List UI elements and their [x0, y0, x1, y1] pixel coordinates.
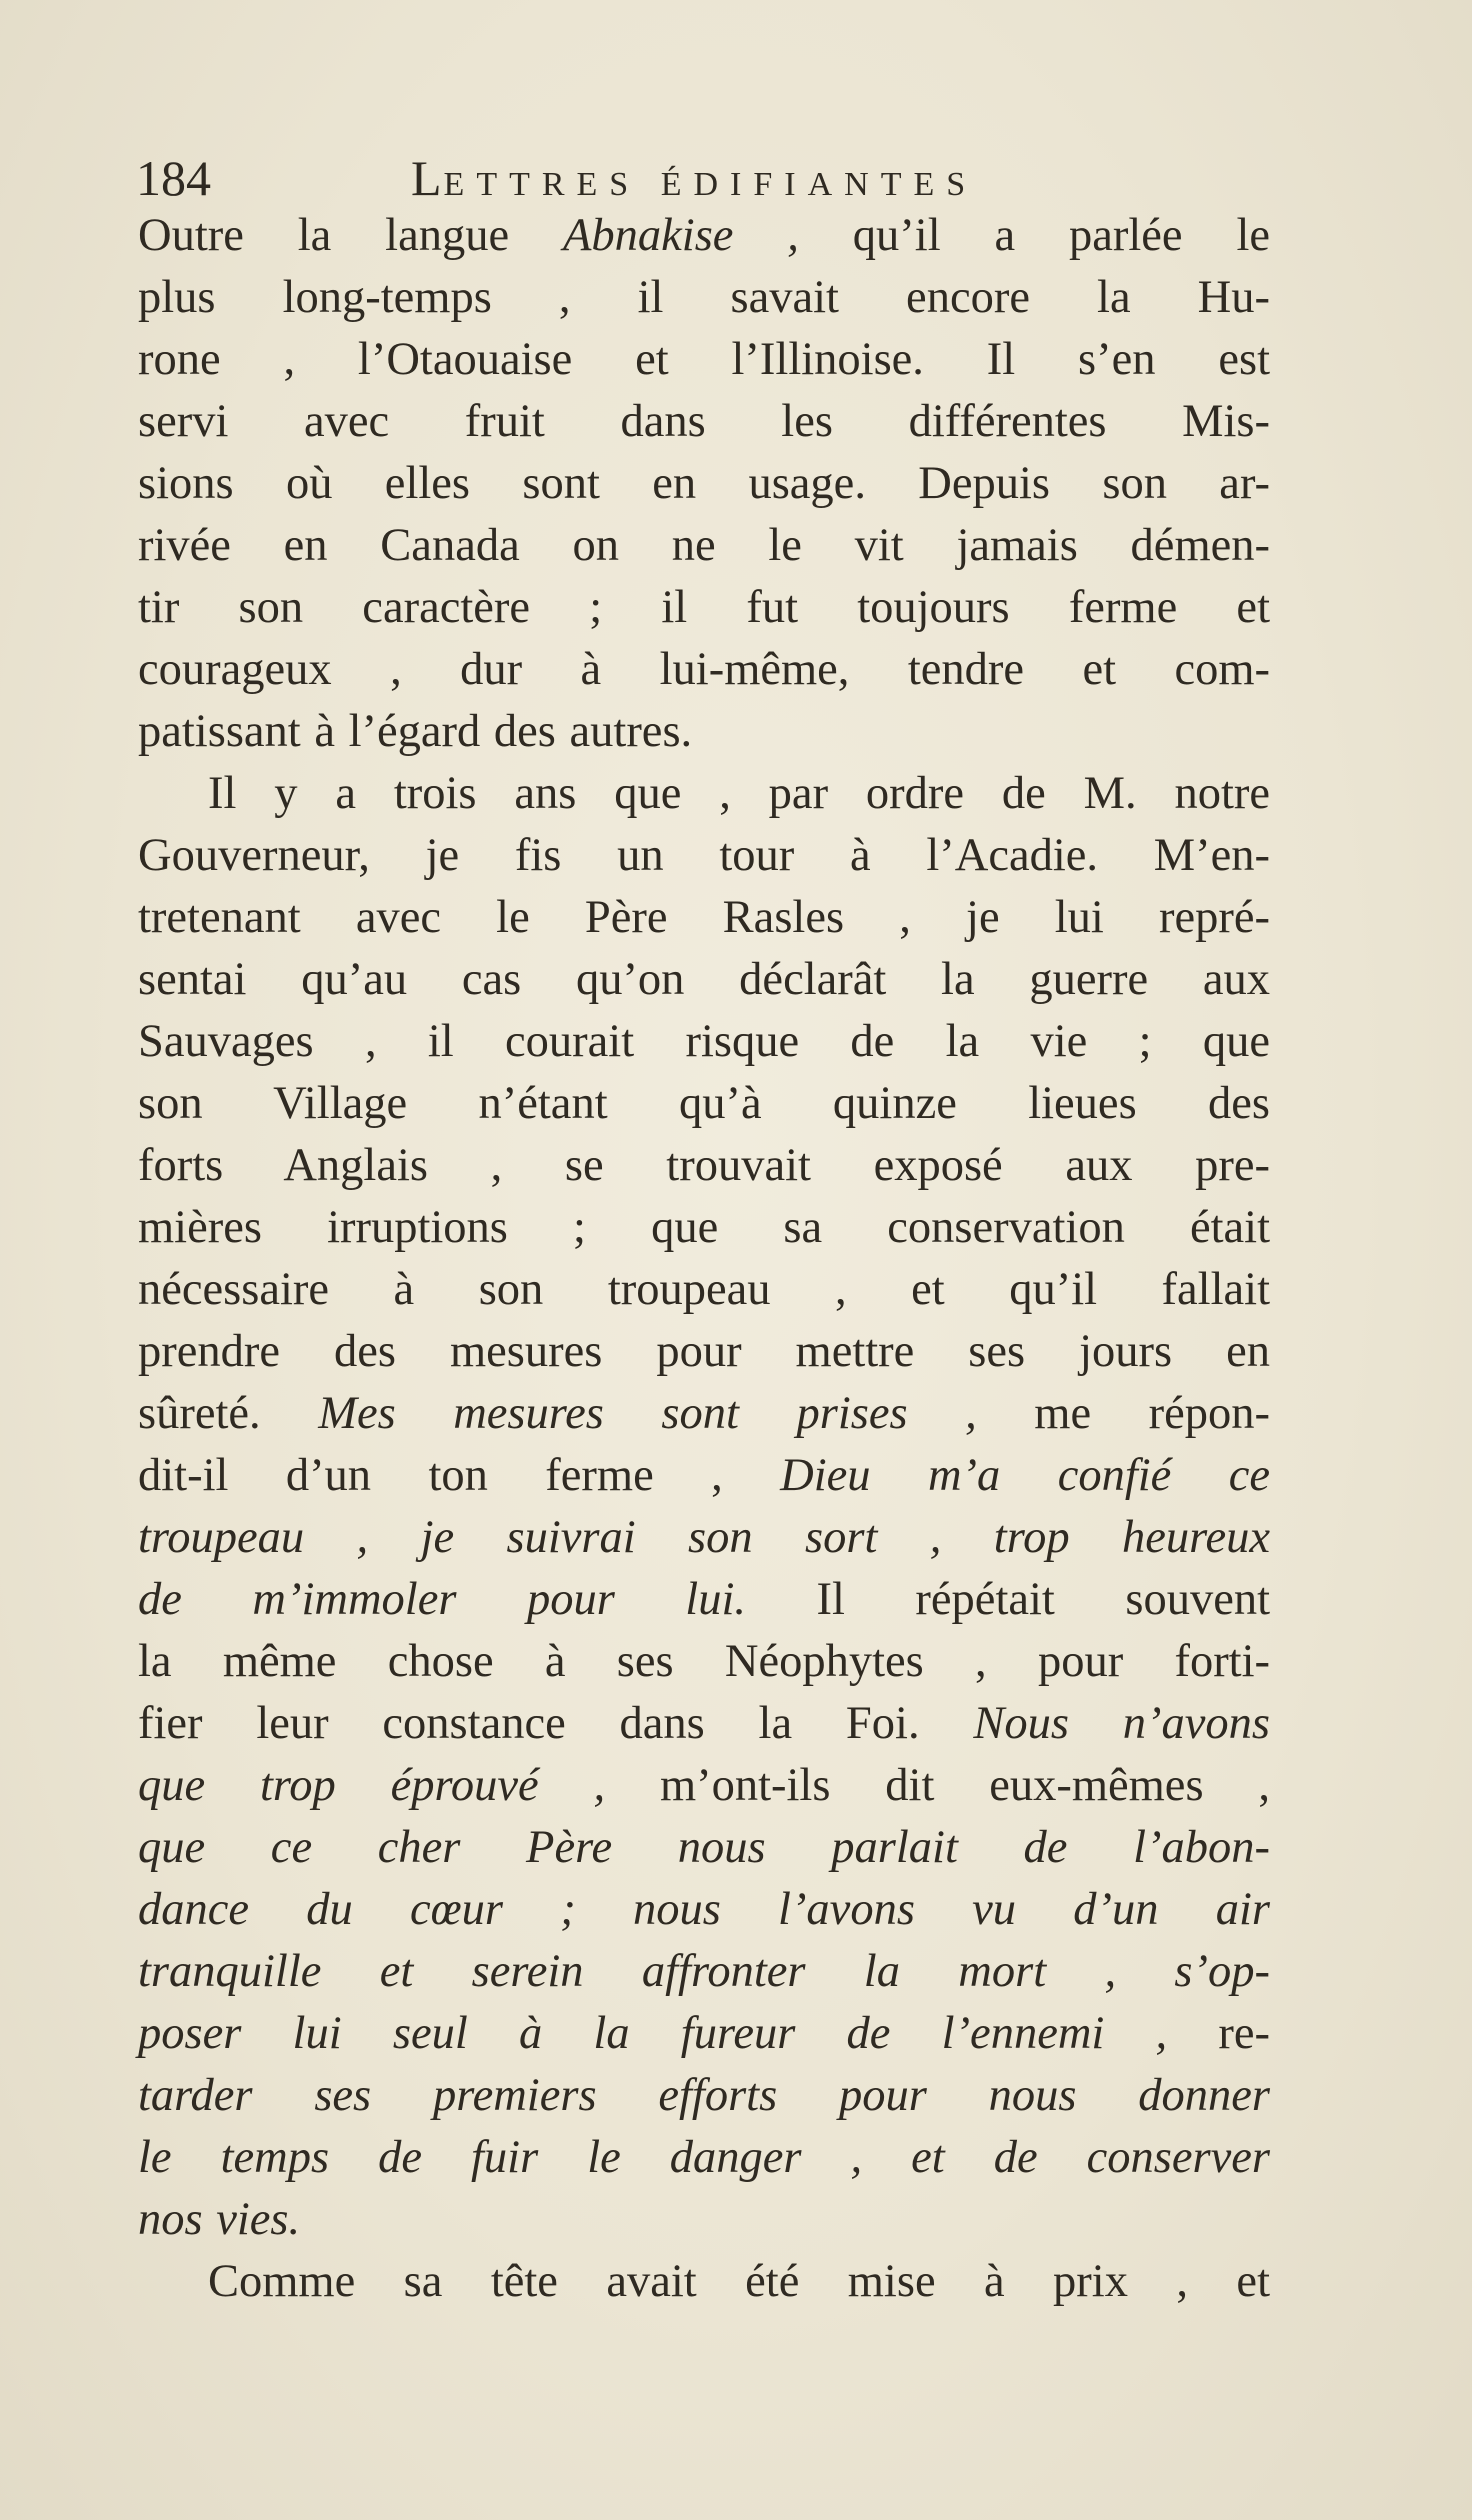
italic-segment: Dieu m’a confié ce — [780, 1450, 1271, 1501]
text-segment: fier leur constance dans la Foi. — [138, 1698, 974, 1749]
text-line — [138, 1755, 1270, 1817]
italic-segment: tarder ses premiers efforts pour nous donner — [138, 2070, 1270, 2121]
text-segment: Comme sa tête avait été mise à prix , et — [208, 2256, 1270, 2307]
italic-segment: dance du cœur ; nous l’avons vu d’un air — [138, 1884, 1270, 1935]
text-line — [138, 2065, 1270, 2127]
text-segment: qu’il a parlée le — [798, 210, 1270, 261]
text-line — [138, 1569, 1270, 1631]
text-segment: mières irruptions ; que sa conservation était — [138, 1202, 1270, 1253]
text-segment: re- — [1167, 2008, 1270, 2059]
text-line — [138, 329, 1270, 391]
text-segment: Gouverneur, je fis un tour à l’Acadie. M’en- — [138, 830, 1270, 881]
text-line — [138, 1507, 1270, 1569]
text-line — [138, 1817, 1270, 1879]
text-line — [138, 1259, 1270, 1321]
text-line — [138, 391, 1270, 453]
text-segment: nécessaire à son troupeau , et qu’il fallait — [138, 1264, 1270, 1315]
text-segment: tir son caractère ; il fut toujours ferme et — [138, 582, 1270, 633]
text-line — [138, 1073, 1270, 1135]
text-segment: sentai qu’au cas qu’on déclarât la guerre aux — [138, 954, 1270, 1005]
text-line — [138, 2003, 1270, 2065]
text-segment: servi avec fruit dans les différentes Mis- — [138, 396, 1270, 447]
italic-segment: poser lui seul à la fureur de l’ennemi , — [138, 2008, 1168, 2059]
page-number: 184 — [136, 150, 211, 206]
page-header — [136, 148, 1286, 208]
text-line — [138, 887, 1270, 949]
text-line — [138, 1197, 1270, 1259]
text-line — [138, 949, 1270, 1011]
text-line — [138, 515, 1270, 577]
text-segment: sions où elles sont en usage. Depuis son ar- — [138, 458, 1270, 509]
text-segment: son Village n’étant qu’à quinze lieues des — [138, 1078, 1270, 1129]
text-line — [138, 701, 1270, 763]
italic-segment: tranquille et serein affronter la mort , s’op- — [138, 1946, 1270, 1997]
text-segment: dit-il d’un ton ferme , — [138, 1450, 781, 1501]
text-segment: patissant à l’égard des autres. — [138, 706, 693, 757]
text-segment: la même chose à ses Néophytes , pour forti- — [138, 1636, 1270, 1687]
text-segment: plus long-temps , il savait encore la Hu- — [138, 272, 1270, 323]
text-line — [138, 2189, 1270, 2251]
text-segment: Sauvages , il courait risque de la vie ; que — [138, 1016, 1270, 1067]
text-line — [138, 1135, 1270, 1197]
text-line — [138, 453, 1270, 515]
text-line — [138, 1631, 1270, 1693]
italic-segment: le temps de fuir le danger , et de conserver — [138, 2132, 1270, 2183]
text-segment: tretenant avec le Père Rasles , je lui repré- — [138, 892, 1270, 943]
italic-segment: Abnakise , — [562, 210, 799, 261]
text-segment: rivée en Canada on ne le vit jamais démen- — [138, 520, 1270, 571]
text-line — [138, 2251, 1270, 2313]
text-line — [138, 1879, 1270, 1941]
italic-segment: troupeau , je suivrai son sort , trop heureux — [138, 1512, 1270, 1563]
text-line — [138, 1321, 1270, 1383]
italic-segment: Mes mesures sont prises , — [318, 1388, 977, 1439]
italic-segment: que trop éprouvé , — [138, 1760, 606, 1811]
text-line — [138, 205, 1270, 267]
italic-segment: nos vies. — [138, 2194, 301, 2245]
running-title-initial: L — [411, 150, 444, 206]
italic-segment: de m’immoler pour lui. — [138, 1574, 747, 1625]
text-line — [138, 639, 1270, 701]
text-line — [138, 2127, 1270, 2189]
text-line — [138, 763, 1270, 825]
text-line — [138, 1445, 1270, 1507]
text-line — [138, 577, 1270, 639]
text-segment: Outre la langue — [138, 210, 563, 261]
text-line — [138, 1383, 1270, 1445]
text-segment: me répon- — [976, 1388, 1270, 1439]
text-segment: m’ont-ils dit eux-mêmes , — [605, 1760, 1270, 1811]
text-segment: sûreté. — [138, 1388, 319, 1439]
running-title-rest: ETTRES ÉDIFIANTES — [443, 166, 978, 203]
text-segment: prendre des mesures pour mettre ses jours en — [138, 1326, 1270, 1377]
text-line — [138, 267, 1270, 329]
italic-segment: Nous n’avons — [973, 1698, 1270, 1749]
text-segment: rone , l’Otaouaise et l’Illinoise. Il s’en est — [138, 334, 1270, 385]
text-segment: courageux , dur à lui-même, tendre et com- — [138, 644, 1270, 695]
text-segment: Il répétait souvent — [746, 1574, 1270, 1625]
text-segment: Il y a trois ans que , par ordre de M. notre — [208, 768, 1270, 819]
text-line — [138, 825, 1270, 887]
text-segment: forts Anglais , se trouvait exposé aux pre- — [138, 1140, 1270, 1191]
body-text — [138, 205, 1270, 2313]
italic-segment: que ce cher Père nous parlait de l’abon- — [138, 1822, 1270, 1873]
text-line — [138, 1011, 1270, 1073]
text-line — [138, 1693, 1270, 1755]
text-line — [138, 1941, 1270, 2003]
